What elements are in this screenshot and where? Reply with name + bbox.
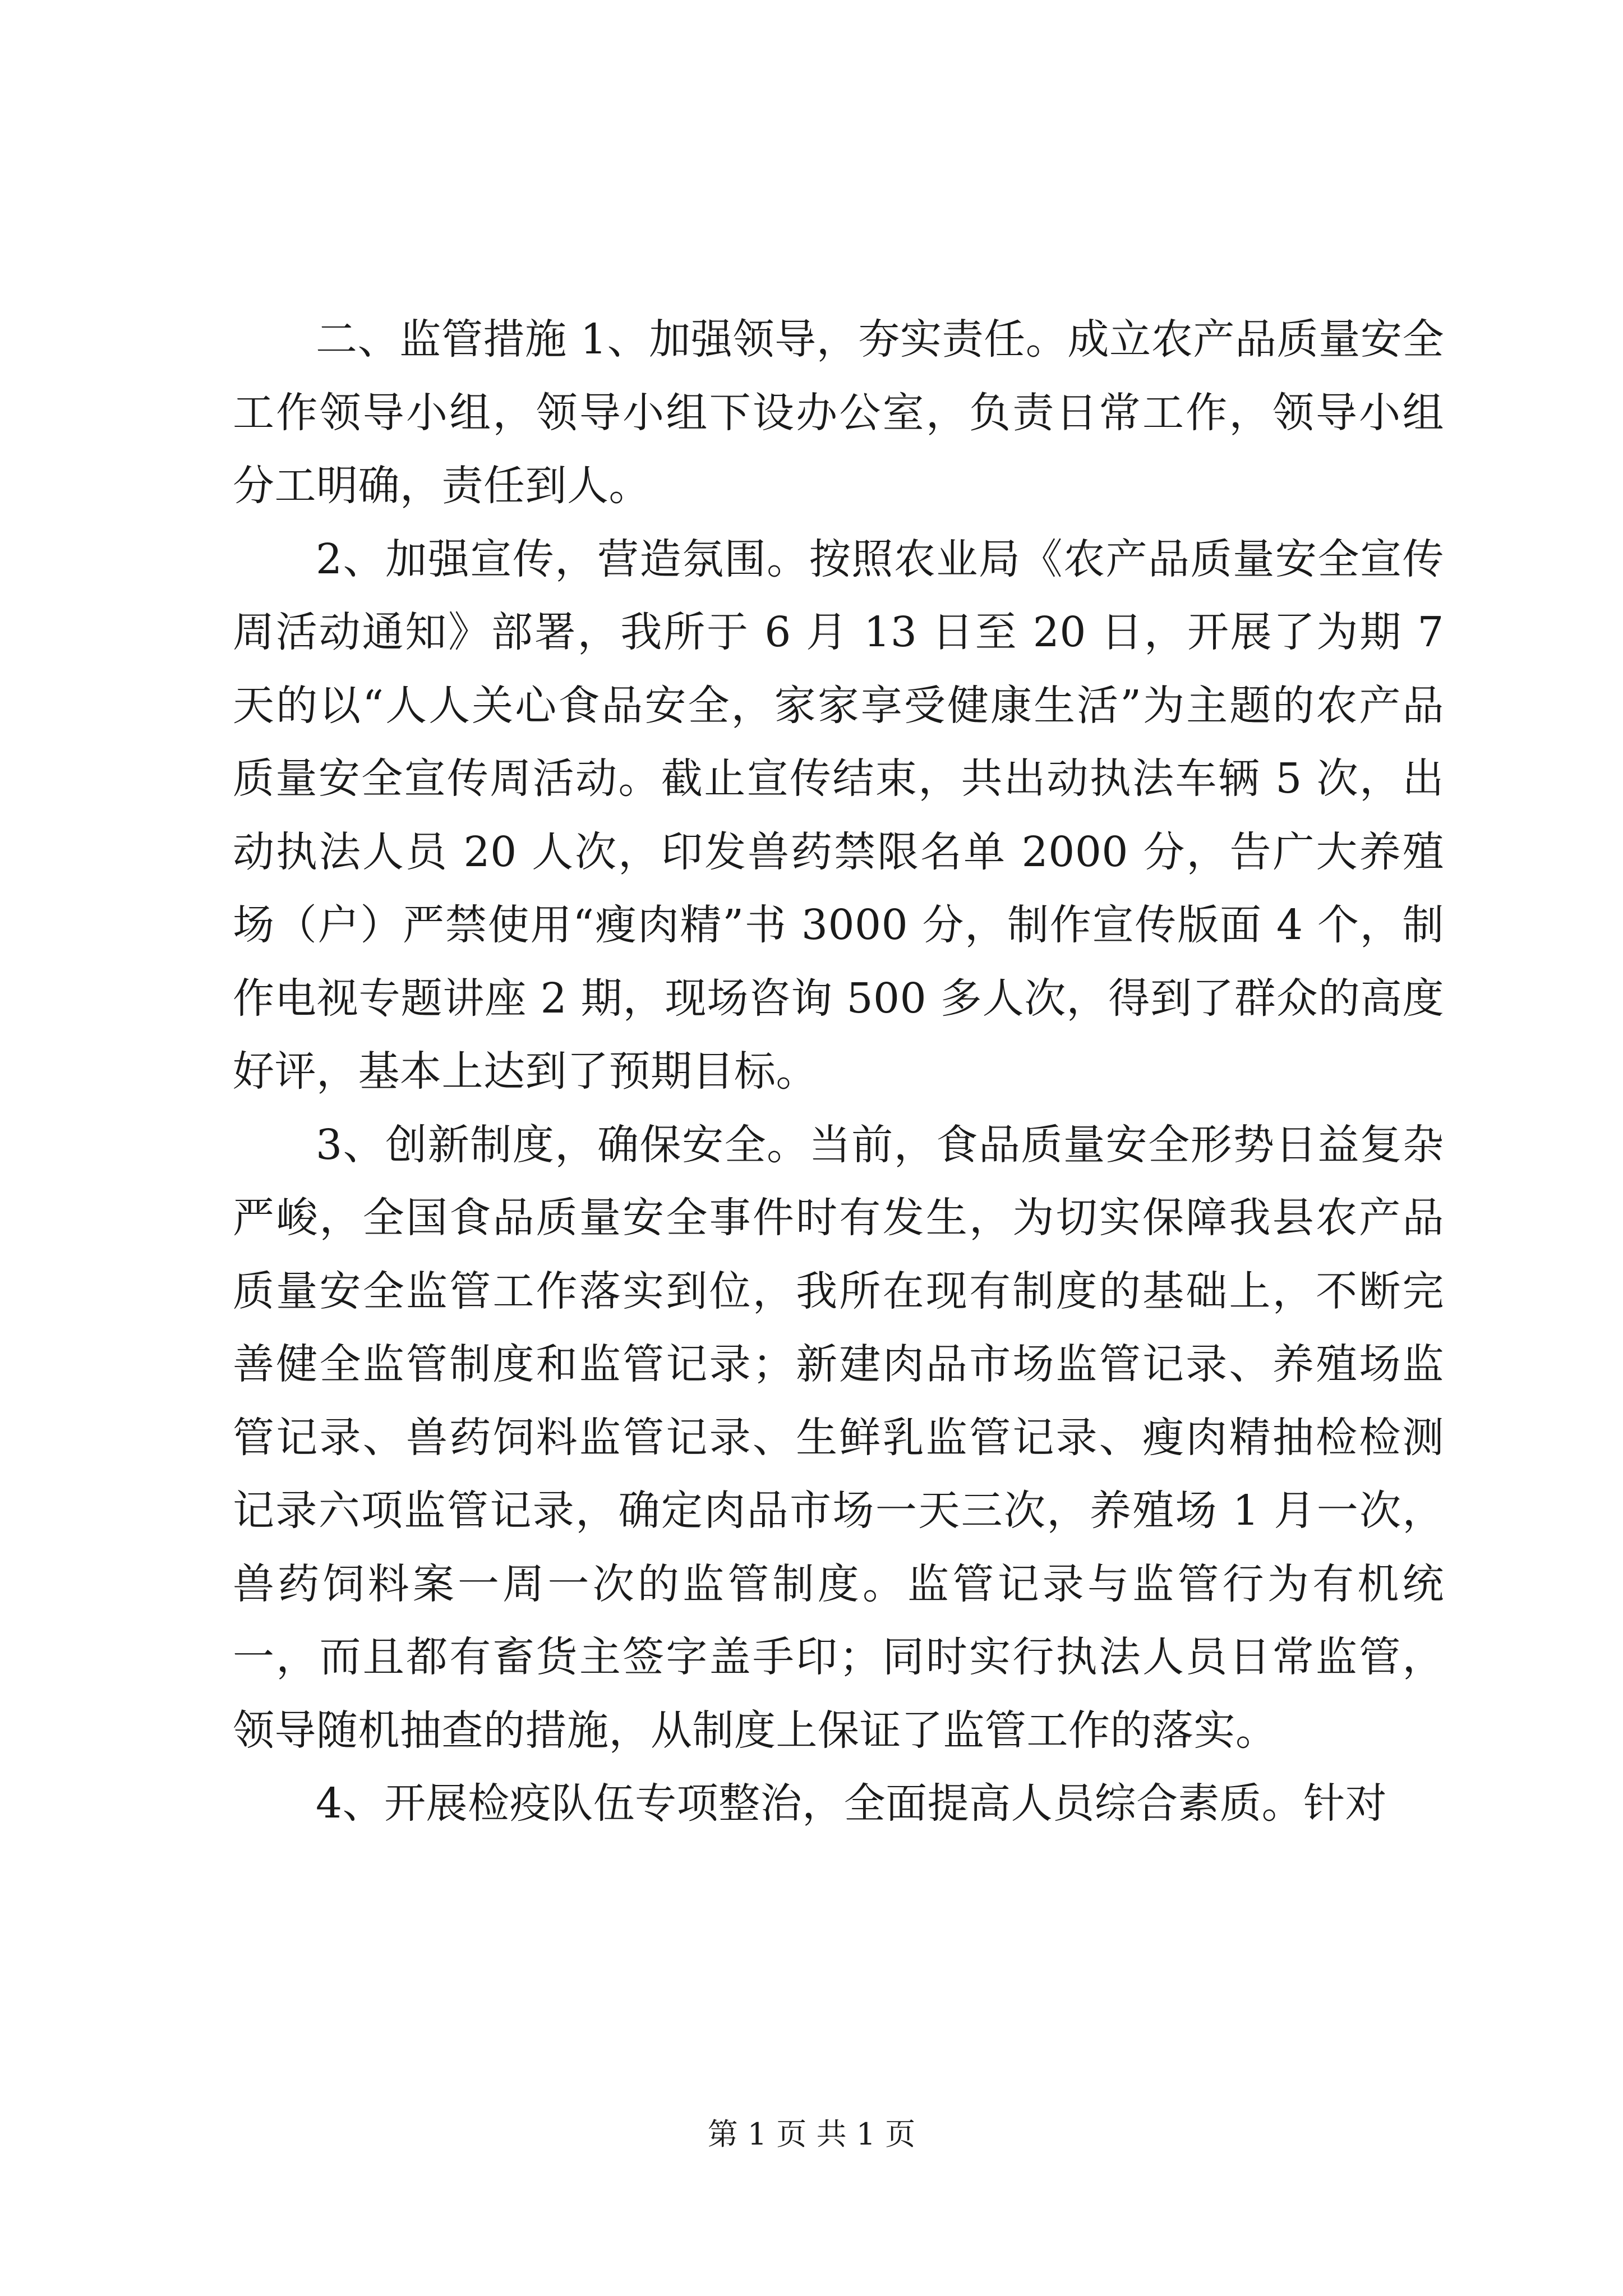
paragraph-quarantine-team: 4、开展检疫队伍专项整治，全面提高人员综合素质。针对: [316, 1779, 1387, 1828]
paragraph-supervision-measures: 二、监管措施 1、加强领导，夯实责任。成立农产品质量安全工作领导小组，领导小组下设办公室，负责日常工作，领导小组分工明确，责任到人。: [233, 315, 1444, 510]
document-body: [233, 303, 1444, 1841]
page-footer: 第 1 页 共 1 页: [707, 2116, 916, 2152]
paragraph-system-innovation: 3、创新制度，确保安全。当前，食品质量安全形势日益复杂严峻，全国食品质量安全事件时有发生，为切实保障我县农产品质量安全监管工作落实到位，我所在现有制度的基础上，不断完善健全监管制度和监管记录；新建肉品市场监管记录、养殖场监管记录、兽药饲料监管记录、生鲜乳监管记录、瘦肉精抽检检测记录六项监管记录，确定肉品市场一天三次，养殖场 1 月一次，兽药饲料案一周一次的监管制度。监管记录与监管行为有机统一，而且都有畜货主签字盖手印；同时实行执法人员日常监管，领导随机抽查的措施，从制度上保证了监管工作的落实。: [233, 1120, 1444, 1755]
paragraph-publicity: 2、加强宣传，营造氛围。按照农业局《农产品质量安全宣传周活动通知》部署，我所于 6 月 13 日至 20 日，开展了为期 7 天的以“人人关心食品安全，家家享受健康生活”为主题的农产品质量安全宣传周活动。截止宣传结束，共出动执法车辆 5 次，出动执法人员 20 人次，印发兽药禁限名单 2000 分，告广大养殖场（户）严禁使用“瘦肉精”书 3000 分，制作宣传版面 4 个，制作电视专题讲座 2 期，现场咨询 500 多人次，得到了群众的高度好评，基本上达到了预期目标。: [233, 535, 1444, 1096]
